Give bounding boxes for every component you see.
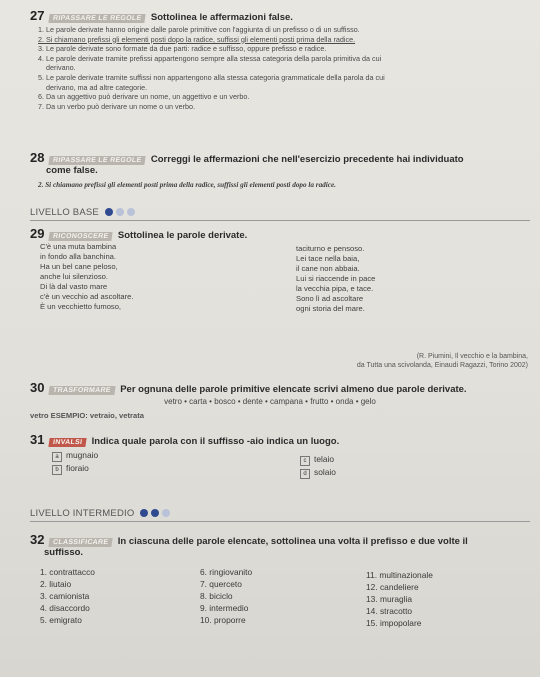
poem-line: il cane non abbaia. — [296, 264, 360, 273]
exercise-number: 30 — [30, 380, 45, 395]
word-column-1 — [40, 566, 95, 626]
exercise-title: Per ognuna delle parole primitive elencate scrivi almeno due parole derivate. — [120, 384, 467, 395]
poem-line: taciturno e pensoso. — [296, 244, 365, 253]
poem-left-column — [40, 242, 133, 312]
exercise-title: In ciascuna delle parole elencate, sottolinea una volta il prefisso e due volte il — [117, 536, 468, 547]
option-box[interactable]: b — [52, 465, 62, 475]
word-item: 10. proporre — [200, 615, 246, 625]
exercise-badge: TRASFORMARE — [49, 386, 116, 395]
option-box[interactable]: c — [300, 456, 310, 466]
list-item: derivano, ma ad altre categorie. — [46, 82, 148, 92]
option-word: telaio — [314, 454, 335, 464]
answer-text: 2. Si chiamano prefissi gli elementi posti prima della radice, suffissi gli elementi posti dopo la radice. — [38, 181, 336, 189]
credit-line: da Tutta una scivolanda, Einaudi Ragazzi, Torino 2002) — [356, 362, 528, 369]
poem-line: Di là dal vasto mare — [40, 282, 108, 291]
level-dot-icon — [162, 509, 170, 517]
word-item: 1. contrattacco — [40, 567, 95, 577]
list-item: 5. Le parole derivate tramite suffissi non appartengono alla stessa categoria grammaticale della parola da cui — [38, 72, 385, 82]
exercise-29-header — [30, 226, 530, 241]
word-column-3 — [366, 569, 433, 629]
list-item: 6. Da un aggettivo può derivare un nome, un aggettivo e un verbo. — [38, 92, 250, 102]
exercise-27-header — [30, 8, 530, 23]
level-dot-icon — [127, 208, 135, 216]
poem-line: Ha un bel cane peloso, — [40, 262, 118, 271]
word-item: 4. disaccordo — [40, 603, 90, 613]
option-word: solaio — [314, 467, 336, 477]
exercise-title: Sottolinea le affermazioni false. — [150, 12, 293, 23]
exercise-badge: RICONOSCERE — [49, 232, 114, 241]
list-item: 2. Si chiamano prefissi gli elementi posti dopo la radice, suffissi gli elementi posti prima della radice. — [38, 34, 356, 44]
word-item: 12. candeliere — [366, 582, 419, 592]
list-item: 1. Le parole derivate hanno origine dalle parole primitive con l'aggiunta di un prefisso o di un suffisso. — [38, 25, 360, 34]
word-item: 5. emigrato — [40, 615, 82, 625]
poem-line: in fondo alla banchina. — [40, 252, 116, 261]
exercise-30-header — [30, 380, 530, 395]
word-item: 14. stracotto — [366, 606, 413, 616]
poem-line: Lui si riaccende in pace — [296, 274, 376, 283]
poem-line: È un vecchietto fumoso, — [40, 302, 122, 311]
poem-line: Sono lì ad ascoltare — [296, 294, 364, 303]
word-item: 8. biciclo — [200, 591, 233, 601]
word-list: vetro • carta • bosco • dente • campana • frutto • onda • gelo — [164, 397, 376, 406]
level-dot-icon — [151, 509, 159, 517]
exercise-number: 28 — [30, 150, 45, 165]
exercise-number: 31 — [30, 432, 45, 447]
word-item: 3. camionista — [40, 591, 90, 601]
exercise-31-header — [30, 432, 530, 447]
exercise-number: 29 — [30, 226, 45, 241]
word-item: 15. impopolare — [366, 618, 422, 628]
poem-line: la vecchia pipa, e tace. — [296, 284, 374, 293]
word-item: 13. muraglia — [366, 594, 413, 604]
list-item: 7. Da un verbo può derivare un nome o un verbo. — [38, 101, 196, 111]
level-label: LIVELLO BASE — [30, 207, 99, 218]
exercise-badge: INVALSI — [49, 438, 87, 447]
word-item: 9. intermedio — [200, 603, 249, 613]
exercise-number: 27 — [30, 8, 45, 23]
exercise-number: 32 — [30, 532, 45, 547]
handwritten-answer — [38, 181, 526, 191]
exercise-title: Sottolinea le parole derivate. — [117, 230, 248, 241]
poem-line: Lei tace nella baia, — [296, 254, 360, 263]
list-item: 4. Le parole derivate tramite prefissi appartengono sempre alla stessa categoria della parola primitiva da cui — [38, 53, 382, 63]
poem-line: anche lui silenzioso. — [40, 272, 108, 281]
word-item: 11. multinazionale — [366, 570, 433, 580]
level-base-banner — [30, 207, 530, 221]
level-intermediate-banner — [30, 508, 530, 522]
poem-line: C'è una muta bambina — [40, 242, 117, 251]
poem-credit — [357, 352, 528, 370]
exercise-title: Indica quale parola con il suffisso -aio indica un luogo. — [91, 436, 340, 447]
level-dot-icon — [140, 509, 148, 517]
word-column-2 — [200, 566, 252, 626]
poem-line: c'è un vecchio ad ascoltare. — [40, 292, 134, 301]
exercise-title-cont: come false. — [46, 165, 98, 176]
exercise-badge: RIPASSARE LE REGOLE — [49, 156, 147, 165]
options-right — [300, 453, 336, 479]
exercise-badge: CLASSIFICARE — [49, 538, 114, 547]
exercise-title-cont: suffisso. — [44, 547, 84, 558]
option-word: mugnaio — [66, 450, 99, 460]
word-item: 2. liutaio — [40, 579, 72, 589]
list-item: 3. Le parole derivate sono formate da due parti: radice e suffisso, oppure prefisso e radice. — [38, 44, 327, 54]
poem-right-column — [296, 244, 375, 314]
options-left — [52, 449, 98, 475]
exercise-27-items — [38, 25, 526, 111]
option-word: fioraio — [66, 463, 89, 473]
word-item: 7. querceto — [200, 579, 242, 589]
word-item: 6. ringiovanito — [200, 567, 253, 577]
list-item: derivano. — [46, 63, 76, 73]
level-dot-icon — [116, 208, 124, 216]
exercise-title: Correggi le affermazioni che nell'esercizio precedente hai individuato — [150, 154, 464, 165]
exercise-32-header — [30, 532, 530, 558]
level-label: LIVELLO INTERMEDIO — [30, 508, 135, 519]
level-dot-icon — [105, 208, 113, 216]
exercise-28-header — [30, 150, 530, 176]
option-box[interactable]: d — [300, 469, 310, 479]
option-box[interactable]: a — [52, 452, 62, 462]
exercise-badge: RIPASSARE LE REGOLE — [49, 14, 147, 23]
example-line: vetro ESEMPIO: vetraio, vetrata — [30, 411, 144, 420]
credit-line: (R. Piumini, Il vecchio e la bambina, — [416, 353, 528, 360]
poem-line: ogni storia del mare. — [296, 304, 365, 313]
